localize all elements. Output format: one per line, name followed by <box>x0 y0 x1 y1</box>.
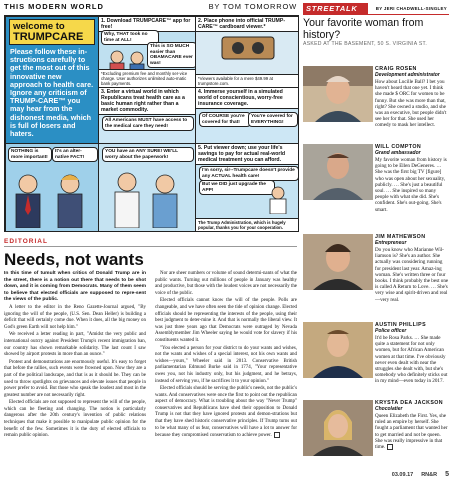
speech-bubble: Of COURSE you're covered for that! <box>199 112 251 127</box>
end-mark-icon <box>274 432 280 438</box>
comic-intro-title-line1: welcome to <box>13 21 65 32</box>
streetalk-response <box>303 322 449 385</box>
editorial-paragraph: Protest and demonstrations are enormously useful. It's easy to forget that before the rallies, such events were frowned upon. Now they are a part of the political landscape, and that is as it should be. They can be used to throw spotlights on grievances and elevate issues that people in power prefer to avoid. But those who speak the loudest and most in the greatest number are not necessarily right. <box>4 359 146 398</box>
comic-panel-7-caption: 5. Put viewer down; use your life's savings to pay for actual real-world medical treatment you can afford. <box>196 144 298 165</box>
publication-brand: RN&R <box>421 471 438 478</box>
respondent-role: Grand ambassador <box>375 150 421 156</box>
editorial-paragraph: In this time of tumult when critics of Donald Trump are in the street, there is a notion out there that needs to be shot down, and it is coming from Democrats. Many of them seem to believe that elected officials are supposed to repre-sent the views of the public. <box>4 271 146 303</box>
comic-panel-3-caption: 3. Enter a virtual world in which Republicans treat health care as a basic human right rather than a market commodity. <box>99 88 195 115</box>
streetalk-location: ASKED AT THE BASEMENT, 50 S. VIRGINIA ST. <box>303 41 428 47</box>
editorial-paragraph: We received a letter reading in part, "Amidst the very public and international outcry against President Trump's recent immigration ban, our country has shown remarkable solidarity. The last count I saw showed by airport protests in more than an ounce." <box>4 332 146 358</box>
comic-panel-5 <box>5 143 99 232</box>
comic-panel-4 <box>195 87 299 144</box>
comic-panel-intro <box>5 16 99 144</box>
respondent-answer: Do you know who Marianne Wil-liamson is? She's an author. She actually was considering running for president last year. Amaz-ing woman. She's written three or four books. I think probably the best one is called A Return to Love. … She's very wise and spirit-driven and real—very real. <box>375 247 449 303</box>
streetalk-header <box>303 3 449 15</box>
editorial-headline: Needs, not wants <box>4 250 144 269</box>
respondent-name: CRAIG ROSEN <box>375 66 417 72</box>
comic-panel-3 <box>98 87 196 144</box>
portrait-photo <box>303 322 373 378</box>
comic-panel-1-caption: 1. Download TRUMPCARE™ app for free! <box>99 17 195 32</box>
respondent-name: KRYSTA DEA JACKSON <box>375 400 444 406</box>
respondent-role: Development administrator <box>375 72 440 78</box>
politicians-figures-icon <box>10 170 94 228</box>
respondent-name: WILL COMPTON <box>375 144 422 150</box>
streetalk-column <box>303 0 449 480</box>
comic-series-title: THIS MODERN WORLD <box>4 2 104 11</box>
respondent-role: Police officer <box>375 328 407 334</box>
editorial-paragraph: "You elected a person for your district to do your wants and wishes, not the wants and wishes of a special interest, not his own wants and wishes—yours," Wheeler said in 2013. Conservative British parliamentarian Edmund Burke said in 1774, "Your representative owes you, not his industry only, but his judgment, and he betrays, instead of serving you, if he sacrifices it to your opinion." <box>155 345 297 384</box>
portrait-photo <box>303 144 373 200</box>
speech-bubble: This is SO MUCH easier than OBAMACARE ever was! <box>147 42 196 68</box>
comic-intro-title-line2: TRUMPCARE <box>13 31 84 43</box>
page-footer <box>392 471 449 478</box>
editorial-column-1 <box>4 271 146 471</box>
response-text <box>375 400 449 450</box>
trumpcare-comic <box>4 15 299 232</box>
comic-author: BY TOM TOMORROW <box>208 2 297 11</box>
comic-panel-7 <box>195 143 299 232</box>
response-text <box>375 144 449 213</box>
respondent-answer: My favorite woman from history is going to be Ellen DeGeneres. … She was the first big TV [figure] who was open about her sexuality, publicly. … She's just a beautiful soul. … She inspired so many people with what she did. She's confident. She's out-going. She's smart. <box>375 157 447 213</box>
comic-panel-1-footnote: *Excluding premium fee and monthly ser-vice charge. User authorizes unlimited auto-matic bank payments. <box>99 69 195 87</box>
editorial-paragraph: Elected officials are not supposed to represent the will of the people, which can be fleeting and changing. The notion is particularly dangerous after the 20th century's invention of public relations techniques that make it possible to manipulate public opinion for the benefit of the few. Sometimes it is the duty of elected officials to remain public opinion. <box>4 400 146 439</box>
respondent-answer: How about Lucille Ball? I bet you haven't heard that one yet. I think she made $ ORC for women to be funny. But she was more than that, right? She owned a studio, and she was an executive, but people didn't see her for that. She used her comedy to mask her intellect. <box>375 79 447 129</box>
section-label-editorial: EDITORIAL <box>4 238 48 245</box>
section-divider <box>4 246 297 247</box>
portrait-photo <box>303 66 373 122</box>
speech-bubble: But we DID just upgrade the APP! <box>199 180 275 195</box>
page-number: 5 <box>445 471 449 478</box>
streetalk-response <box>303 234 449 303</box>
editorial-paragraph: Elected officials cannot know the will of the people. Polls are changeable, and we have often seen the tide of opinion change. Elected officials should be representing the interests of the people, using their best judgment to deter-mine it. And that is normally the liberal view. It was just three years ago that Democrats were outraged by Nevada Assemblymember Jim Wheeler saying he would vote for slavery if his constituents wanted it. <box>155 298 297 343</box>
end-mark-icon <box>387 444 393 450</box>
streetalk-byline: BY JERI CHADWELL-SINGLEY <box>375 6 447 11</box>
speech-bubble: Why, THAT took no time at ALL! <box>101 30 159 45</box>
response-text <box>375 234 449 303</box>
response-text <box>375 322 449 385</box>
streetalk-title: STREETALK <box>303 3 368 14</box>
comic-intro-text: Please follow these in-structions carefully to get the most out of this innovative new approach to health care. Ignore any criticism of TRUMP-CARE™ you may hear from the dishonest media, which is full of losers and haters. <box>10 47 94 139</box>
portrait-photo <box>303 234 373 290</box>
comic-panel-4-caption: 4. Immerse yourself in a simulated world of conscientious, worry-free insurance coverage. <box>196 88 298 109</box>
streetalk-response <box>303 66 449 129</box>
comic-panel-2 <box>195 16 299 88</box>
man-figure-icon <box>260 186 296 214</box>
comic-panel-1 <box>98 16 196 88</box>
editorial-column-2 <box>155 271 297 471</box>
portrait-photo <box>303 400 373 456</box>
comic-header <box>4 2 297 14</box>
respondent-role: Entrepreneur <box>375 240 407 246</box>
speech-bubble: You're covered for EVERYTHING! <box>248 112 298 127</box>
vr-viewer-icon <box>216 31 280 67</box>
comic-panel-2-footnote: *Viewers available for a mere $49.99 at trumpstore.com. <box>196 74 298 87</box>
comic-panel-6 <box>98 143 196 232</box>
respondent-name: AUSTIN PHILLIPS <box>375 322 427 328</box>
doctor-patient-icon <box>105 168 189 228</box>
editorial-paragraph: A letter to the editor in the Reno Gazette-Journal argued, "By ignoring the will of the people, (U.S. Sen. Dean Heller) is building a deficit that will certainly come due. When it does, all the big money on God's green Earth will not help him." <box>4 304 146 330</box>
respondent-name: JIM MATHEWSON <box>375 234 426 240</box>
comic-intro-title <box>9 19 95 45</box>
speech-bubble: NOTHING is more important! <box>8 147 52 162</box>
streetalk-question: Your favorite woman from history? <box>303 17 424 41</box>
response-text <box>375 66 449 129</box>
editorial-paragraph: Nor are sheer numbers or volume of sound determi-nants of what the public wants. Turning out millions of people in January was healthy and productive, but those with the loudest voices are not necessarily the voice of the public. <box>155 271 297 296</box>
streetalk-response <box>303 400 449 456</box>
editorial-paragraph: Elected officials should be serving the public's needs, not the public's wants. And conservatives were once the first to point out the republican aspect of democracy. What is troubling about the way "Never Trump" conservatives and Republicans have shed their opposition to Donald Trump is not that they have ignored protests and demon-strations but that they have shed historic conservative principles. If Trump turns out to be what many of us fear, conservatives will have a lot to answer for because they compromised conservatism to achieve power. <box>155 386 297 439</box>
comic-panel-7-footnote: The Trump Administration, which is hugely popular, thanks you for your cooperation. <box>196 218 298 231</box>
speech-bubble: I'm sorry, sir--Trumpcare doesn't provide any ACTUAL health care! <box>199 166 299 181</box>
speech-bubble: YOU have an ANY SURE! WE'LL worry about the paperwork! <box>102 147 194 162</box>
respondent-role: Chocolatier <box>375 406 403 412</box>
respondent-answer: Queen Elizabeth the First. Yes, she ruled an empire by herself. She fought a parliament that wanted her to get married and not be queen. She was really impressive in that time. <box>375 413 448 451</box>
speech-bubble: It's an alter-native FACT! <box>52 147 98 162</box>
streetalk-response <box>303 144 449 213</box>
issue-date: 03.09.17 <box>391 471 414 478</box>
editorial-body <box>4 271 297 471</box>
respondent-answer: It'd be Rosa Parks. … She made quite a statement for not only women, but for African American women at that time. I've obviously never even dealt with near the struggles she dealt with, but she's somebody who definitely sticks out in my mind—even today in 2017. <box>375 335 448 385</box>
speech-bubble: All Americans MUST have access to the medical care they need! <box>102 116 194 131</box>
comic-panel-2-caption: 2. Place phone into official TRUMP-CARE™ cardboard viewer.* <box>196 17 298 32</box>
